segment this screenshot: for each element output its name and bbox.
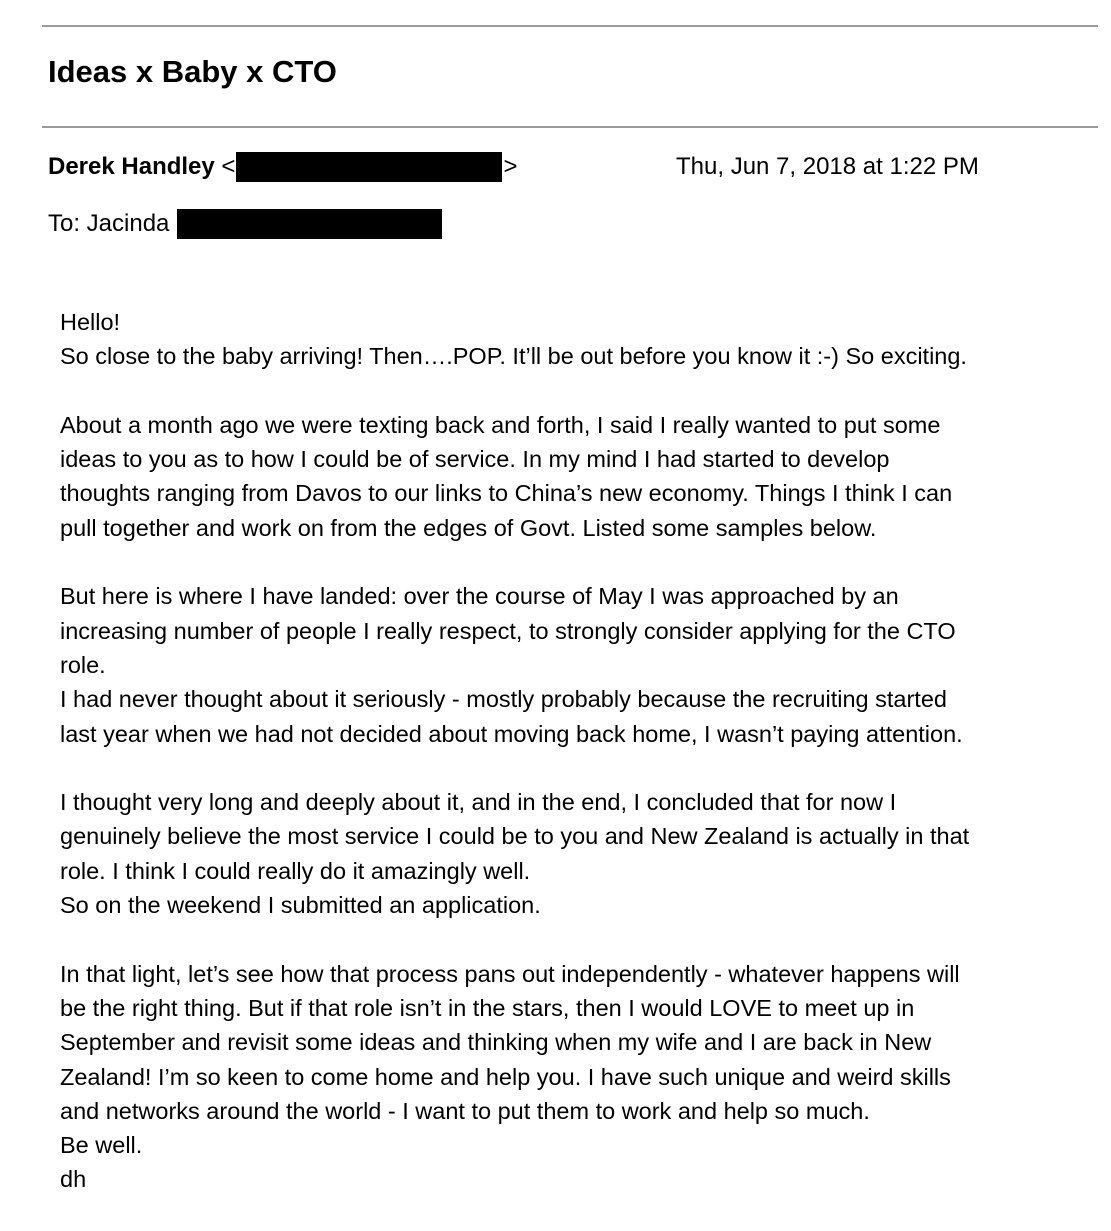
body-line: So close to the baby arriving! Then….POP. It’ll be out before you know it :-) So exciting. [60, 343, 967, 370]
body-line: Hello! [60, 309, 121, 335]
body-line: About a month ago we were texting back and forth, I said I really wanted to put some [60, 411, 941, 438]
sender-line [48, 150, 517, 184]
body-line: pull together and work on from the edges of Govt. Listed some samples below. [60, 514, 877, 541]
recipient-name[interactable]: To: Jacinda [48, 210, 170, 237]
body-line: I had never thought about it seriously - mostly probably because the recruiting started [60, 686, 947, 713]
top-divider [42, 25, 1098, 27]
header-divider [42, 126, 1098, 128]
body-line: role. [60, 651, 106, 678]
body-line: So on the weekend I submitted an application. [60, 892, 541, 919]
body-line: ideas to you as to how I could be of service. In my mind I had started to develop [60, 446, 890, 473]
body-paragraph-closing [60, 957, 1100, 1197]
body-line: be the right thing. But if that role isn’t in the stars, then I would LOVE to meet up in [60, 994, 915, 1021]
body-line: Zealand! I’m so keen to come home and help you. I have such unique and weird skills [60, 1063, 951, 1090]
body-line: last year when we had not decided about moving back home, I wasn’t paying attention. [60, 720, 963, 747]
body-paragraph-greeting [60, 305, 1100, 374]
body-line: and networks around the world - I want to put them to work and help so much. [60, 1097, 870, 1124]
email-subject: Ideas x Baby x CTO [48, 54, 337, 89]
redacted-recipient [177, 209, 442, 239]
sender-email-close-bracket: > [503, 153, 518, 180]
body-line: genuinely believe the most service I could be to you and New Zealand is actually in that [60, 823, 970, 850]
body-line: increasing number of people I really respect, to strongly consider applying for the CTO [60, 617, 956, 644]
sender-name[interactable]: Derek Handley [48, 153, 215, 180]
redacted-sender-email [236, 152, 502, 182]
body-line: But here is where I have landed: over the course of May I was approached by an [60, 583, 899, 610]
email-body [60, 305, 1100, 1231]
sender-email-open-bracket: < [221, 153, 236, 180]
body-line: I thought very long and deeply about it, and in the end, I concluded that for now I [60, 789, 897, 816]
body-paragraph-cto-role [60, 579, 1100, 750]
body-line: Be well. [60, 1132, 143, 1159]
body-paragraph-application [60, 785, 1100, 922]
email-date: Thu, Jun 7, 2018 at 1:22 PM [676, 153, 979, 180]
signature: dh [60, 1166, 87, 1193]
body-line: thoughts ranging from Davos to our links to China’s new economy. Things I think I can [60, 480, 953, 507]
body-line: September and revisit some ideas and thinking when my wife and I are back in New [60, 1029, 932, 1056]
body-line: In that light, let’s see how that process pans out independently - whatever happens will [60, 960, 960, 987]
body-paragraph-ideas [60, 408, 1100, 545]
body-line: role. I think I could really do it amazingly well. [60, 857, 531, 884]
recipient-line [48, 207, 442, 241]
